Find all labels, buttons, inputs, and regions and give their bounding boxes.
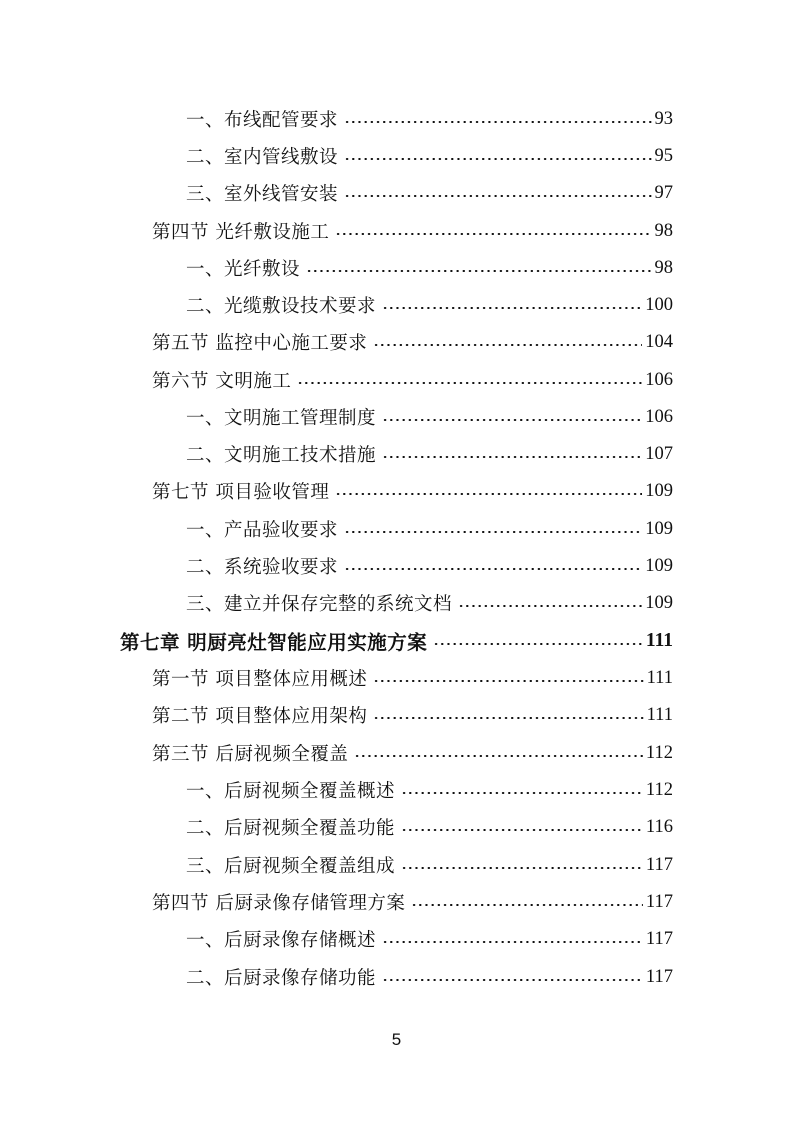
- toc-chapter-entry[interactable]: [120, 628, 673, 654]
- toc-entry-page: 106: [645, 406, 673, 427]
- toc-entry-label: 第五节 监控中心施工要求: [152, 333, 368, 354]
- toc-entry[interactable]: [152, 329, 673, 355]
- toc-entry[interactable]: [186, 852, 673, 878]
- toc-entry-label: 二、文明施工技术措施: [186, 445, 377, 466]
- toc-entry[interactable]: [186, 292, 673, 318]
- toc-entry[interactable]: [186, 926, 673, 952]
- toc-leader-dots: [354, 755, 643, 757]
- toc-entry-label: 第三节 后厨视频全覆盖: [152, 744, 349, 765]
- toc-entry-page: 117: [645, 891, 673, 912]
- toc-leader-dots: [344, 195, 651, 197]
- toc-leader-dots: [433, 643, 643, 645]
- toc-entry-label: 二、系统验收要求: [186, 557, 339, 578]
- toc-entry[interactable]: [186, 255, 673, 281]
- toc-entry-page: 117: [645, 966, 673, 987]
- page-number: 5: [391, 1030, 402, 1049]
- toc-entry[interactable]: [186, 441, 673, 467]
- toc-entry-page: 109: [645, 480, 673, 501]
- toc-entry-page: 111: [646, 667, 673, 688]
- toc-leader-dots: [382, 979, 643, 981]
- toc-entry[interactable]: [152, 740, 673, 766]
- toc-leader-dots: [373, 717, 643, 719]
- toc-entry-label: 二、后厨视频全覆盖功能: [186, 818, 396, 839]
- toc-entry-page: 109: [645, 592, 673, 613]
- toc-leader-dots: [382, 941, 643, 943]
- toc-entry[interactable]: [186, 143, 673, 169]
- toc-entry-page: 98: [654, 257, 673, 278]
- toc-leader-dots: [373, 344, 642, 346]
- toc-entry[interactable]: [152, 478, 673, 504]
- toc-entry[interactable]: [186, 180, 673, 206]
- toc-leader-dots: [344, 121, 651, 123]
- toc-entry[interactable]: [186, 106, 673, 132]
- toc-entry[interactable]: [186, 777, 673, 803]
- toc-leader-dots: [306, 270, 651, 272]
- toc-entry-page: 97: [654, 182, 673, 203]
- toc-leader-dots: [344, 158, 651, 160]
- toc-entry-page: 104: [645, 331, 673, 352]
- toc-entry-page: 109: [645, 518, 673, 539]
- toc-entry-label: 第四节 光纤敷设施工: [152, 222, 330, 243]
- toc-leader-dots: [401, 867, 643, 869]
- toc-entry-label: 第六节 文明施工: [152, 371, 292, 392]
- toc-entry-label: 二、光缆敷设技术要求: [186, 296, 377, 317]
- toc-entry[interactable]: [152, 665, 673, 691]
- toc-entry[interactable]: [186, 404, 673, 430]
- toc-entry[interactable]: [186, 516, 673, 542]
- toc-entry-label: 一、文明施工管理制度: [186, 408, 377, 429]
- toc-leader-dots: [344, 531, 642, 533]
- toc-entry[interactable]: [152, 702, 673, 728]
- toc-entry-page: 117: [645, 928, 673, 949]
- toc-entry-label: 第一节 项目整体应用概述: [152, 669, 368, 690]
- toc-entry[interactable]: [186, 590, 673, 616]
- toc-leader-dots: [344, 568, 642, 570]
- toc-leader-dots: [382, 456, 642, 458]
- toc-leader-dots: [335, 233, 651, 235]
- toc-entry-label: 第四节 后厨录像存储管理方案: [152, 893, 406, 914]
- toc-leader-dots: [373, 680, 643, 682]
- toc-entry-page: 109: [645, 555, 673, 576]
- toc-entry-page: 112: [645, 742, 673, 763]
- toc-entry-label: 一、光纤敷设: [186, 259, 301, 280]
- toc-entry-page: 111: [645, 630, 673, 651]
- toc-entry-page: 106: [645, 369, 673, 390]
- toc-leader-dots: [401, 829, 643, 831]
- toc-entry-page: 95: [654, 145, 673, 166]
- toc-entry-label: 三、建立并保存完整的系统文档: [186, 594, 453, 615]
- toc-leader-dots: [335, 493, 642, 495]
- toc-entry-label: 一、布线配管要求: [186, 110, 339, 131]
- toc-entry[interactable]: [186, 553, 673, 579]
- toc-entry-page: 93: [654, 108, 673, 129]
- toc-leader-dots: [411, 904, 643, 906]
- toc-entry[interactable]: [152, 218, 673, 244]
- toc-entry-page: 116: [645, 816, 673, 837]
- toc-entry-page: 107: [645, 443, 673, 464]
- toc-leader-dots: [401, 792, 643, 794]
- toc-entry-label: 二、室内管线敷设: [186, 147, 339, 168]
- toc-leader-dots: [297, 382, 642, 384]
- toc-entry-label: 第七节 项目验收管理: [152, 482, 330, 503]
- toc-leader-dots: [382, 419, 642, 421]
- toc-entry-page: 98: [654, 220, 673, 241]
- toc-entry-page: 117: [645, 854, 673, 875]
- toc-entry-label: 三、后厨视频全覆盖组成: [186, 856, 396, 877]
- toc-entry[interactable]: [186, 814, 673, 840]
- toc-entry-label: 二、后厨录像存储功能: [186, 968, 377, 989]
- toc-entry[interactable]: [152, 367, 673, 393]
- toc-leader-dots: [458, 605, 642, 607]
- toc-entry[interactable]: [186, 964, 673, 990]
- toc-leader-dots: [382, 307, 642, 309]
- toc-entry-label: 第七章 明厨亮灶智能应用实施方案: [120, 631, 428, 654]
- toc-entry[interactable]: [152, 889, 673, 915]
- toc-entry-page: 112: [645, 779, 673, 800]
- toc-entry-page: 111: [646, 704, 673, 725]
- toc-entry-label: 三、室外线管安装: [186, 184, 339, 205]
- toc-entry-label: 一、后厨视频全覆盖概述: [186, 781, 396, 802]
- toc-entry-label: 一、产品验收要求: [186, 520, 339, 541]
- toc-entry-label: 一、后厨录像存储概述: [186, 930, 377, 951]
- toc-entry-page: 100: [645, 294, 673, 315]
- toc-entry-label: 第二节 项目整体应用架构: [152, 706, 368, 727]
